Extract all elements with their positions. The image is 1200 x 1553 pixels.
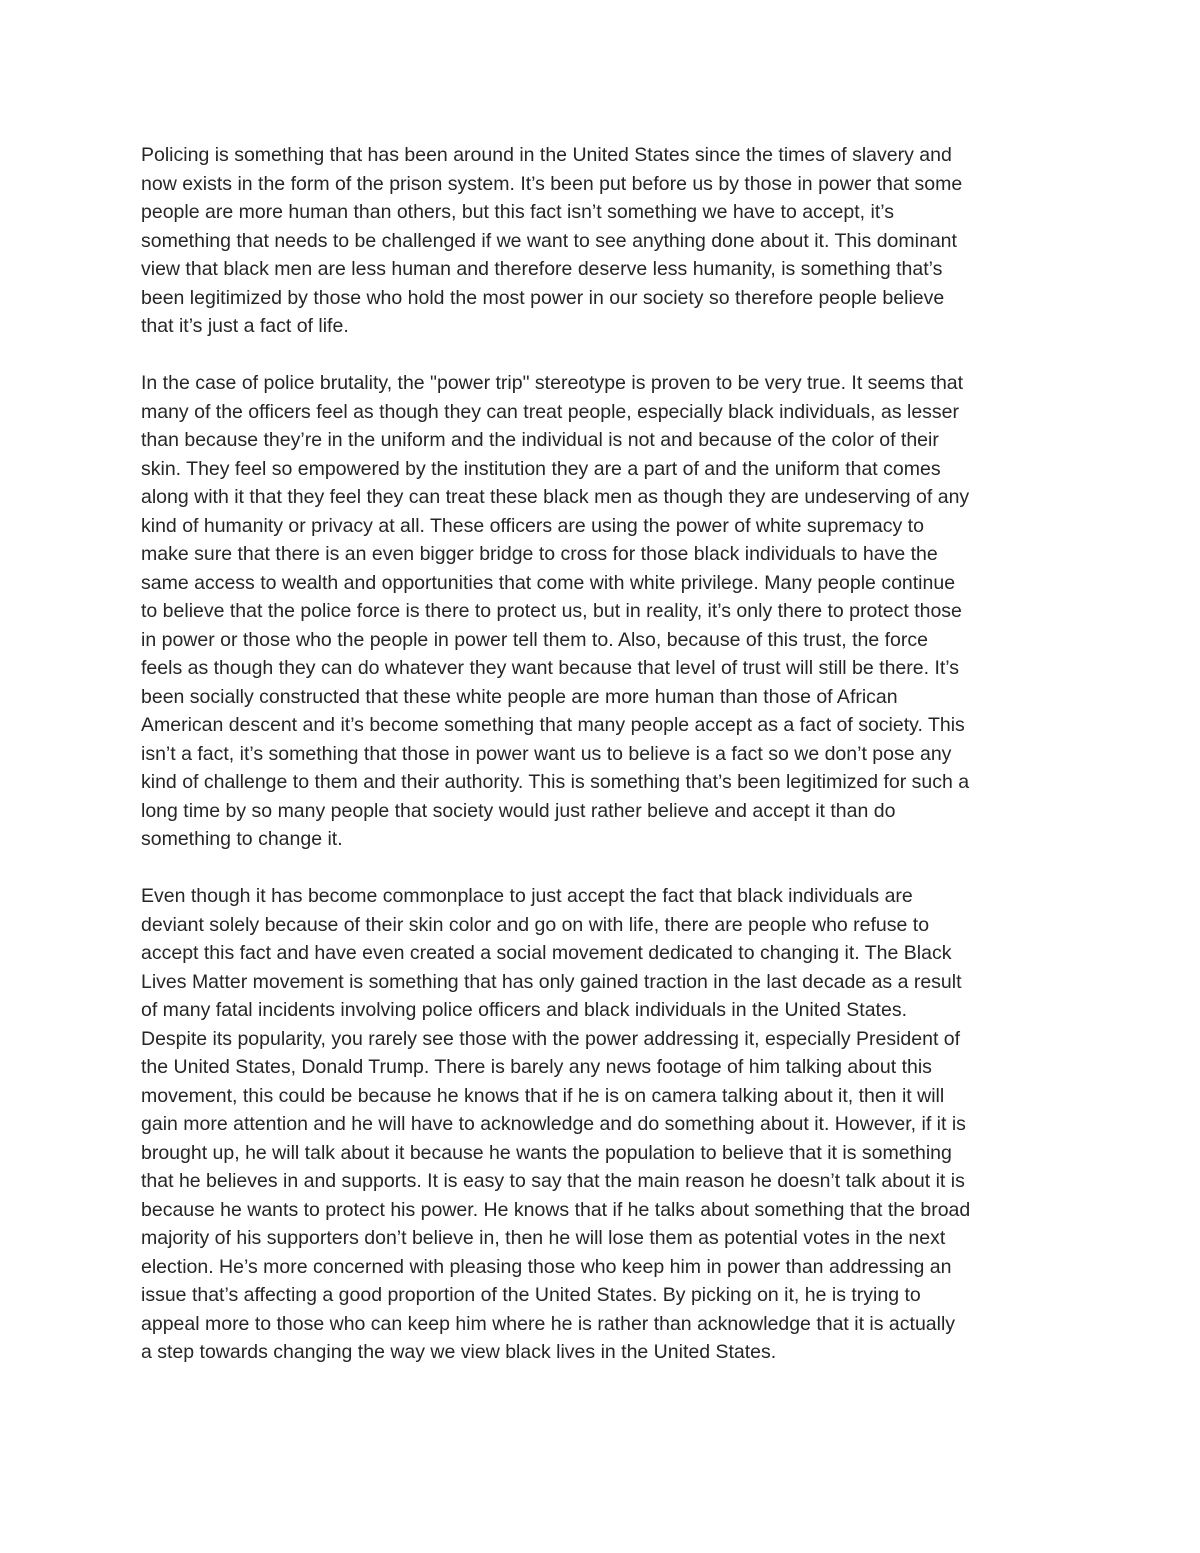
text-line: same access to wealth and opportunities that come with white privilege. Many people continue xyxy=(141,571,956,594)
text-line: gain more attention and he will have to acknowledge and do something about it. However, if it is xyxy=(141,1113,966,1135)
text-line: Even though it has become commonplace to just accept the fact that black individuals are xyxy=(141,885,913,907)
text-line: to believe that the police force is there to protect us, but in reality, it’s only there to protect those xyxy=(141,600,962,622)
text-line: issue that’s affecting a good proportion of the United States. By picking on it, he is trying to xyxy=(141,1284,921,1306)
text-line: kind of challenge to them and their authority. This is something that’s been legitimized for such a xyxy=(141,771,970,793)
text-line: many of the officers feel as though they can treat people, especially black individuals, as lesser xyxy=(141,400,960,423)
text-line: deviant solely because of their skin color and go on with life, there are people who refuse to xyxy=(141,913,930,936)
text-line: view that black men are less human and therefore deserve less humanity, is something that’s xyxy=(141,258,943,280)
text-line: election. He’s more concerned with pleasing those who keep him in power than addressing an xyxy=(141,1255,952,1278)
text-line: Policing is something that has been around in the United States since the times of slavery and xyxy=(141,144,952,166)
text-line: been legitimized by those who hold the most power in our society so therefore people believe xyxy=(141,286,945,309)
text-line: something to change it. xyxy=(141,828,343,850)
text-line: that it’s just a fact of life. xyxy=(141,315,349,337)
text-line: been socially constructed that these white people are more human than those of African xyxy=(141,685,898,708)
text-line: the United States, Donald Trump. There is barely any news footage of him talking about this xyxy=(141,1056,932,1078)
text-line: brought up, he will talk about it because he wants the population to believe that it is something xyxy=(141,1141,952,1164)
text-line: majority of his supporters don’t believe in, then he will lose them as potential votes in the next xyxy=(141,1227,946,1249)
text-line: kind of humanity or privacy at all. These officers are using the power of white supremacy to xyxy=(141,514,924,537)
text-line: accept this fact and have even created a social movement dedicated to changing it. The Black xyxy=(141,942,952,964)
text-line: in power or those who the people in power tell them to. Also, because of this trust, the force xyxy=(141,628,928,651)
text-line: skin. They feel so empowered by the institution they are a part of and the uniform that comes xyxy=(141,457,941,480)
text-line: a step towards changing the way we view black lives in the United States. xyxy=(141,1341,777,1363)
text-line: Despite its popularity, you rarely see those with the power addressing it, especially President of xyxy=(141,1027,961,1050)
text-line: because he wants to protect his power. He knows that if he talks about something that the broad xyxy=(141,1198,971,1221)
text-line: people are more human than others, but this fact isn’t something we have to accept, it’s xyxy=(141,201,894,223)
text-line: American descent and it’s become something that many people accept as a fact of society. This xyxy=(141,714,965,736)
text-line: now exists in the form of the prison system. It’s been put before us by those in power that some xyxy=(141,172,963,195)
text-line: long time by so many people that society would just rather believe and accept it than do xyxy=(141,799,896,822)
paragraph-2 xyxy=(141,369,1071,854)
text-line: along with it that they feel they can treat these black men as though they are undeserving of any xyxy=(141,486,970,508)
text-line: that he believes in and supports. It is easy to say that the main reason he doesn’t talk about it is xyxy=(141,1170,965,1192)
paragraph-1 xyxy=(141,141,1071,341)
text-line: make sure that there is an even bigger bridge to cross for those black individuals to have the xyxy=(141,543,938,565)
text-line: movement, this could be because he knows that if he is on camera talking about it, then it will xyxy=(141,1084,945,1107)
text-line: something that needs to be challenged if we want to see anything done about it. This dominant xyxy=(141,229,957,252)
document-body xyxy=(141,141,1071,1395)
text-line: Lives Matter movement is something that has only gained traction in the last decade as a result xyxy=(141,970,962,993)
paragraph-3 xyxy=(141,882,1071,1367)
text-line: appeal more to those who can keep him where he is rather than acknowledge that it is actually xyxy=(141,1312,956,1335)
text-line: of many fatal incidents involving police officers and black individuals in the United States. xyxy=(141,999,907,1021)
text-line: isn’t a fact, it’s something that those in power want us to believe is a fact so we don’t pose any xyxy=(141,742,952,765)
text-line: than because they’re in the uniform and the individual is not and because of the color of their xyxy=(141,429,939,451)
text-line: In the case of police brutality, the "power trip" stereotype is proven to be very true. It seems that xyxy=(141,372,964,394)
text-line: feels as though they can do whatever they want because that level of trust will still be there. It’s xyxy=(141,657,960,679)
